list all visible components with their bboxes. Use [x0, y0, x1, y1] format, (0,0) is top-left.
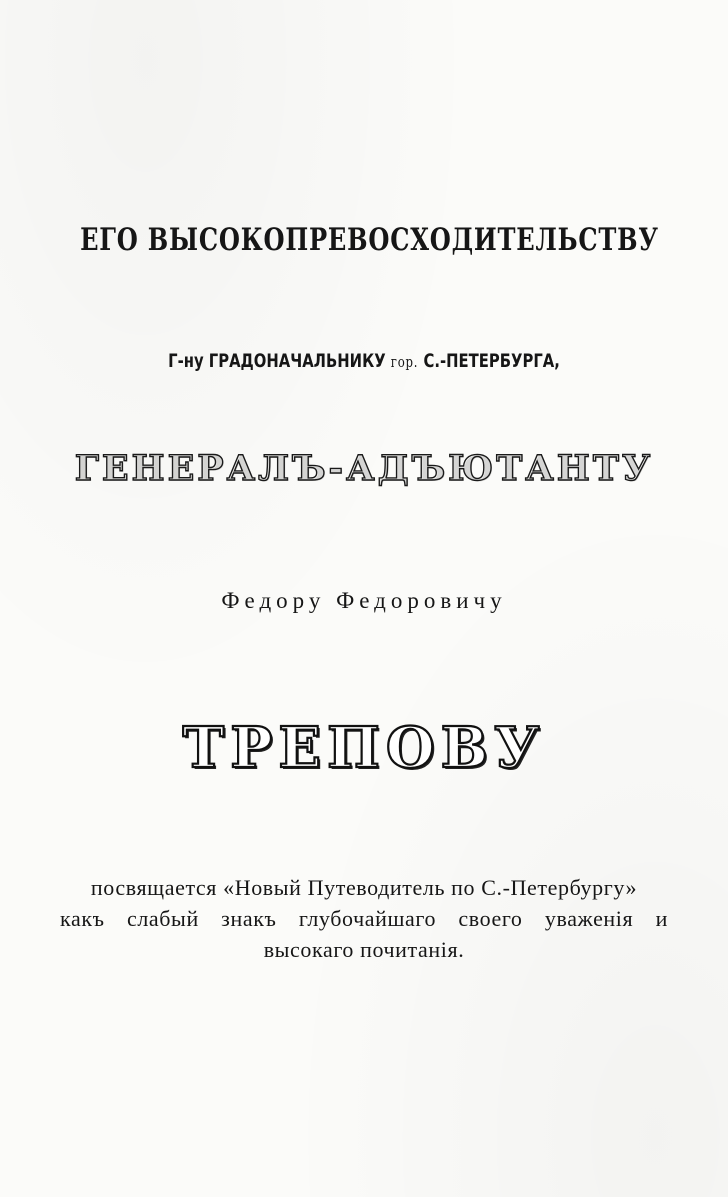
recipient-name: Федору Федоровичу — [221, 588, 507, 613]
dedication-paragraph — [60, 872, 668, 965]
dedication-rank-line — [80, 350, 648, 372]
dedication-title: ЕГО ВЫСОКОПРЕВОСХОДИТЕЛЬСТВУ — [80, 222, 659, 258]
recipient-surname: ТРЕПОВУ — [182, 715, 546, 781]
paragraph-line: высокаго почитанія. — [263, 937, 465, 962]
general-adjutant-heading: ГЕНЕРАЛЪ-АДЪЮТАНТУ — [74, 448, 654, 489]
paragraph-line: какъ слабый знакъ глубочайшаго своего уваженія и — [60, 906, 668, 931]
paragraph-line: посвящается «Новый Путеводитель по С.-Петербургу» — [90, 875, 638, 900]
city-name: С.-ПЕТЕРБУРГА, — [423, 350, 560, 372]
rank-title: Г-ну ГРАДОНАЧАЛЬНИКУ — [168, 350, 386, 372]
city-abbrev: гор. — [390, 353, 419, 371]
